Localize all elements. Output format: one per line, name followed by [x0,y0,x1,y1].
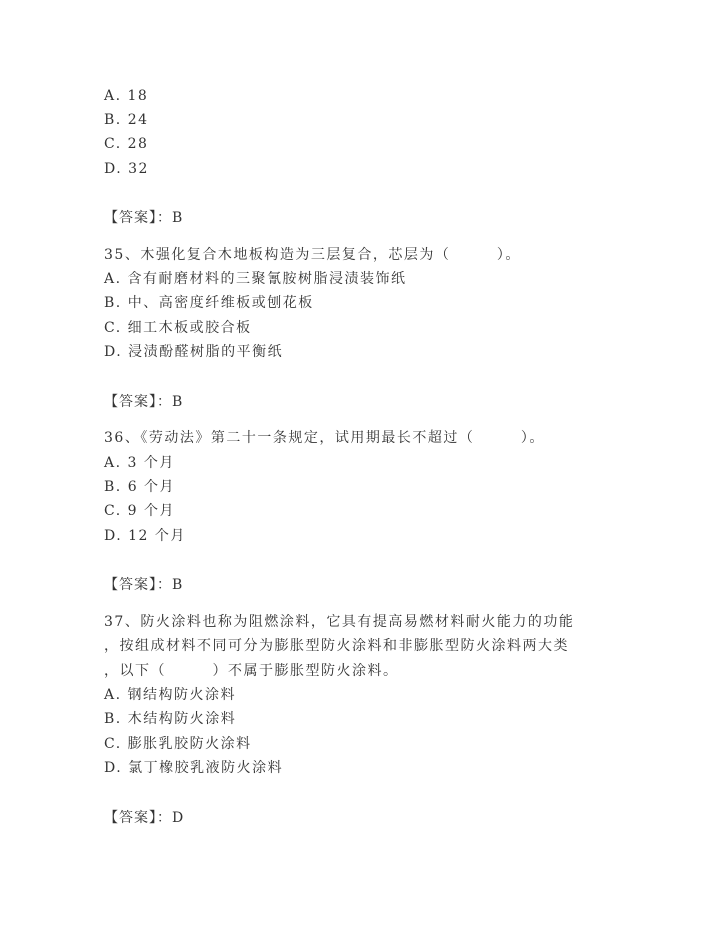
q36-option-c: C. 9 个月 [104,503,175,519]
q36-answer: 【答案】：B [104,577,184,593]
q35-option-c: C. 细工木板或胶合板 [104,320,252,336]
option-b: B. 24 [104,112,149,128]
question-36-stem: 36、《劳动法》第二十一条规定，试用期最长不超过（ ）。 [104,430,545,446]
q35-option-d: D. 浸渍酚醛树脂的平衡纸 [104,344,284,360]
q37-option-d: D. 氯丁橡胶乳液防火涂料 [104,760,284,776]
q37-option-b: B. 木结构防火涂料 [104,711,237,727]
q35-option-b: B. 中、高密度纤维板或刨花板 [104,295,314,311]
q35-option-a: A. 含有耐磨材料的三聚氰胺树脂浸渍装饰纸 [104,271,407,287]
q36-option-d: D. 12 个月 [104,528,186,544]
q37-option-c: C. 膨胀乳胶防火涂料 [104,736,252,752]
question-37-stem-line-2: ，按组成材料不同可分为膨胀型防火涂料和非膨胀型防火涂料两大类 [104,638,569,654]
q36-option-b: B. 6 个月 [104,479,176,495]
q36-option-a: A. 3 个月 [104,455,175,471]
q37-option-a: A. 钢结构防火涂料 [104,687,237,703]
q35-answer: 【答案】：B [104,394,184,410]
option-a: A. 18 [104,88,149,104]
option-d: D. 32 [104,161,149,177]
question-37-stem-line-3: ，以下（ ）不属于膨胀型防火涂料。 [104,663,399,679]
answer-line: 【答案】：B [104,210,184,226]
q37-answer: 【答案】：D [104,810,185,826]
option-c: C. 28 [104,136,149,152]
question-37-stem-line-1: 37、防火涂料也称为阻燃涂料，它具有提高易燃材料耐火能力的功能 [104,614,575,630]
question-35-stem: 35、木强化复合木地板构造为三层复合，芯层为（ ）。 [104,247,521,263]
